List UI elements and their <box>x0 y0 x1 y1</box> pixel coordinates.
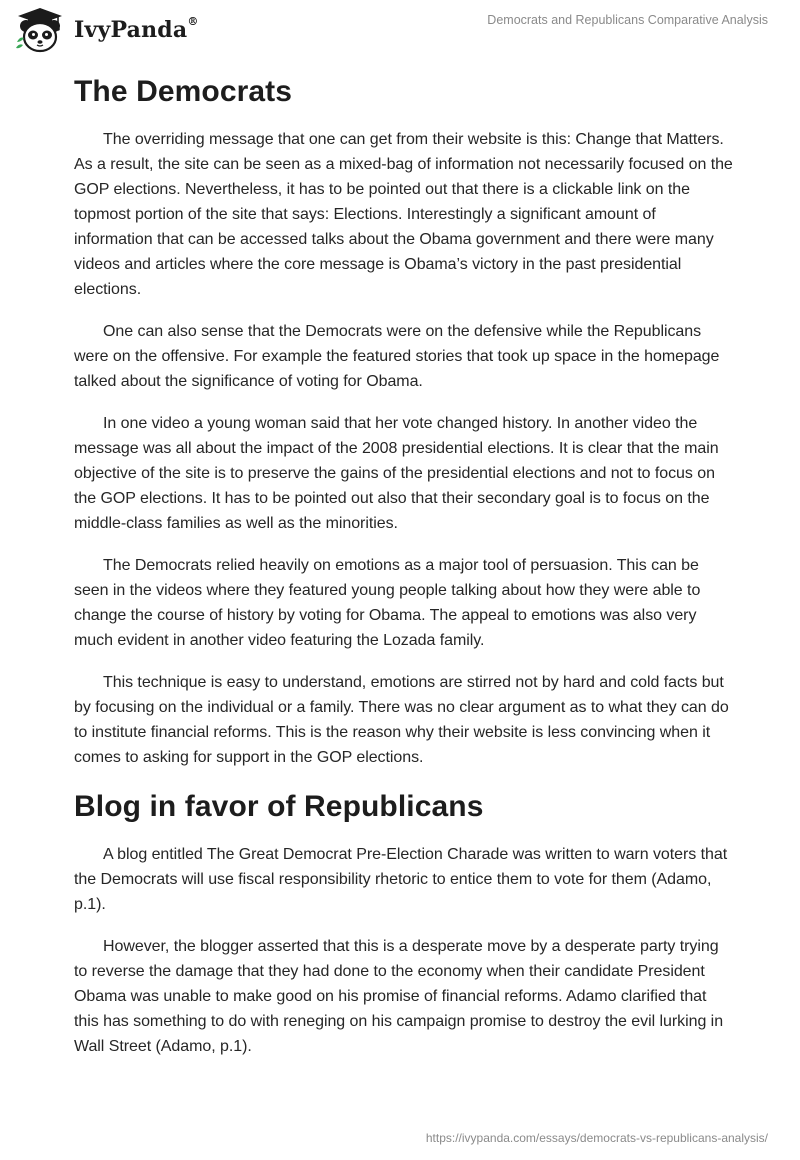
brand-logo[interactable] <box>14 6 199 54</box>
page-header <box>0 0 800 60</box>
brand-name: IvyPanda® <box>74 15 199 43</box>
paragraph: This technique is easy to understand, emotions are stirred not by hard and cold facts but by focusing on the individual or a family. There was no clear argument as to what they can do to institute financial reforms. This is the reason why their website is less convincing when it comes to asking for support in the GOP elections. <box>74 674 729 766</box>
panda-graduate-icon <box>14 6 66 54</box>
paragraph: However, the blogger asserted that this is a desperate move by a desperate party trying to reverse the damage that they had done to the economy when their candidate President Obama was unable to make good on his promise of financial reforms. Adamo clarified that this has something to do with reneging on his campaign promise to destroy the evil lurking in Wall Street (Adamo, p.1). <box>74 938 724 1055</box>
section-heading-republicans-blog: Blog in favor of Republicans <box>74 790 484 823</box>
paragraph: In one video a young woman said that her vote changed history. In another video the message was all about the impact of the 2008 presidential elections. It is clear that the main objective of the site is to preserve the gains of the presidential elections and not to focus on the GOP elections. It has to be pointed out also that their secondary goal is to focus on the middle-class families as well as the minorities. <box>74 415 719 532</box>
paragraph: The overriding message that one can get from their website is this: Change that Matters. As a result, the site can be seen as a mixed-bag of information not necessarily focused on the GOP elections. Nevertheless, it has to be pointed out that there is a clickable link on the topmost portion of the site that says: Elections. Interestingly a significant amount of information that can be accessed talks about the Obama government and there were many videos and articles where the core message is Obama’s victory in the past presidential elections. <box>74 131 733 298</box>
section-heading-democrats: The Democrats <box>74 75 293 108</box>
document-title: Democrats and Republicans Comparative Analysis <box>487 13 768 27</box>
paragraph: A blog entitled The Great Democrat Pre-Election Charade was written to warn voters that the Democrats will use fiscal responsibility rhetoric to entice them to vote for them (Adamo, p.1). <box>74 846 728 913</box>
paragraph: One can also sense that the Democrats were on the defensive while the Republicans were on the offensive. For example the featured stories that took up space in the homepage talked about the significance of voting for Obama. <box>74 323 720 390</box>
paragraph: The Democrats relied heavily on emotions as a major tool of persuasion. This can be seen in the videos where they featured young people talking about how they were able to change the course of history by voting for Obama. The appeal to emotions was also very much evident in another video featuring the Lozada family. <box>74 557 701 649</box>
essay-content <box>74 70 734 1076</box>
source-url[interactable]: https://ivypanda.com/essays/democrats-vs-republicans-analysis/ <box>425 1131 768 1145</box>
